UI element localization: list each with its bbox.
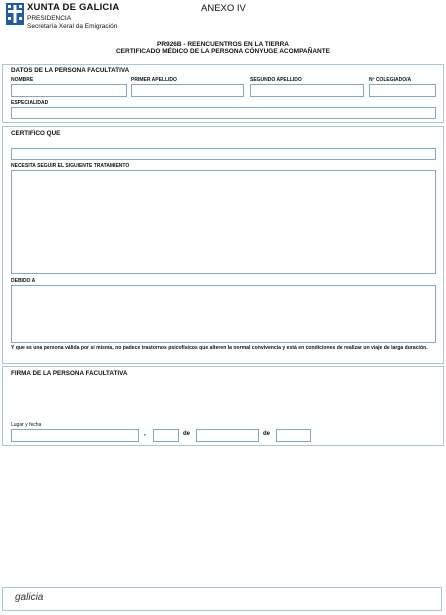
certifico-field[interactable] [11, 148, 436, 160]
annex-label: ANEXO IV [201, 3, 246, 14]
nombre-label: NOMBRE [11, 77, 34, 83]
certifico-section [2, 126, 444, 364]
xunta-logo-icon [6, 3, 24, 25]
datos-section [2, 64, 444, 123]
debido-label: DEBIDO A [11, 278, 36, 284]
lugar-fecha-label: Lugar y fecha [11, 422, 42, 428]
day-field[interactable] [153, 429, 179, 442]
footer-bar [2, 587, 442, 611]
lugar-field[interactable] [11, 429, 139, 442]
nombre-field[interactable] [11, 84, 127, 97]
segundo-apellido-label: SEGUNDO APELLIDO [250, 77, 302, 83]
colegiado-label: Nº COLEGIADO/A [369, 77, 412, 83]
especialidad-field[interactable] [11, 107, 436, 119]
especialidad-label: ESPECIALIDAD [11, 100, 49, 106]
month-field[interactable] [196, 429, 259, 442]
org-name: XUNTA DE GALICIA [27, 2, 120, 13]
comma-separator: , [144, 431, 146, 437]
primer-apellido-label: PRIMER APELLIDO [131, 77, 177, 83]
document-title: CERTIFICADO MÉDICO DE LA PERSONA CÓNYUGE ACOMPAÑANTE [115, 48, 331, 55]
dept-name: PRESIDENCIA [27, 15, 72, 22]
segundo-apellido-field[interactable] [250, 84, 364, 97]
primer-apellido-field[interactable] [131, 84, 244, 97]
colegiado-field[interactable] [369, 84, 436, 97]
de-separator-2: de [263, 431, 271, 437]
datos-section-title: DATOS DE LA PERSONA FACULTATIVA [11, 67, 130, 74]
certifico-section-title: CERTIFICO QUE [11, 130, 61, 137]
de-separator-1: de [183, 431, 191, 437]
tratamiento-label: NECESITA SEGUIR EL SIGUIENTE TRATAMIENTO [11, 163, 130, 169]
firma-section-title: FIRMA DE LA PERSONA FACULTATIVA [11, 370, 128, 377]
document-code: PR926B - REENCUENTROS EN LA TIERRA [157, 41, 289, 48]
year-field[interactable] [276, 429, 311, 442]
subdept-name: Secretaría Xeral da Emigración [27, 23, 118, 30]
tratamiento-textarea[interactable] [11, 170, 436, 274]
galicia-logo-text: galicia [15, 592, 44, 603]
validity-statement: Y que es una persona válida por sí misma, no padece trastornos psicofísicos que alteren la normal convivencia y está en condiciones de realizar un viaje de larga duración. [11, 345, 428, 351]
firma-section [2, 366, 444, 446]
debido-textarea[interactable] [11, 285, 436, 343]
